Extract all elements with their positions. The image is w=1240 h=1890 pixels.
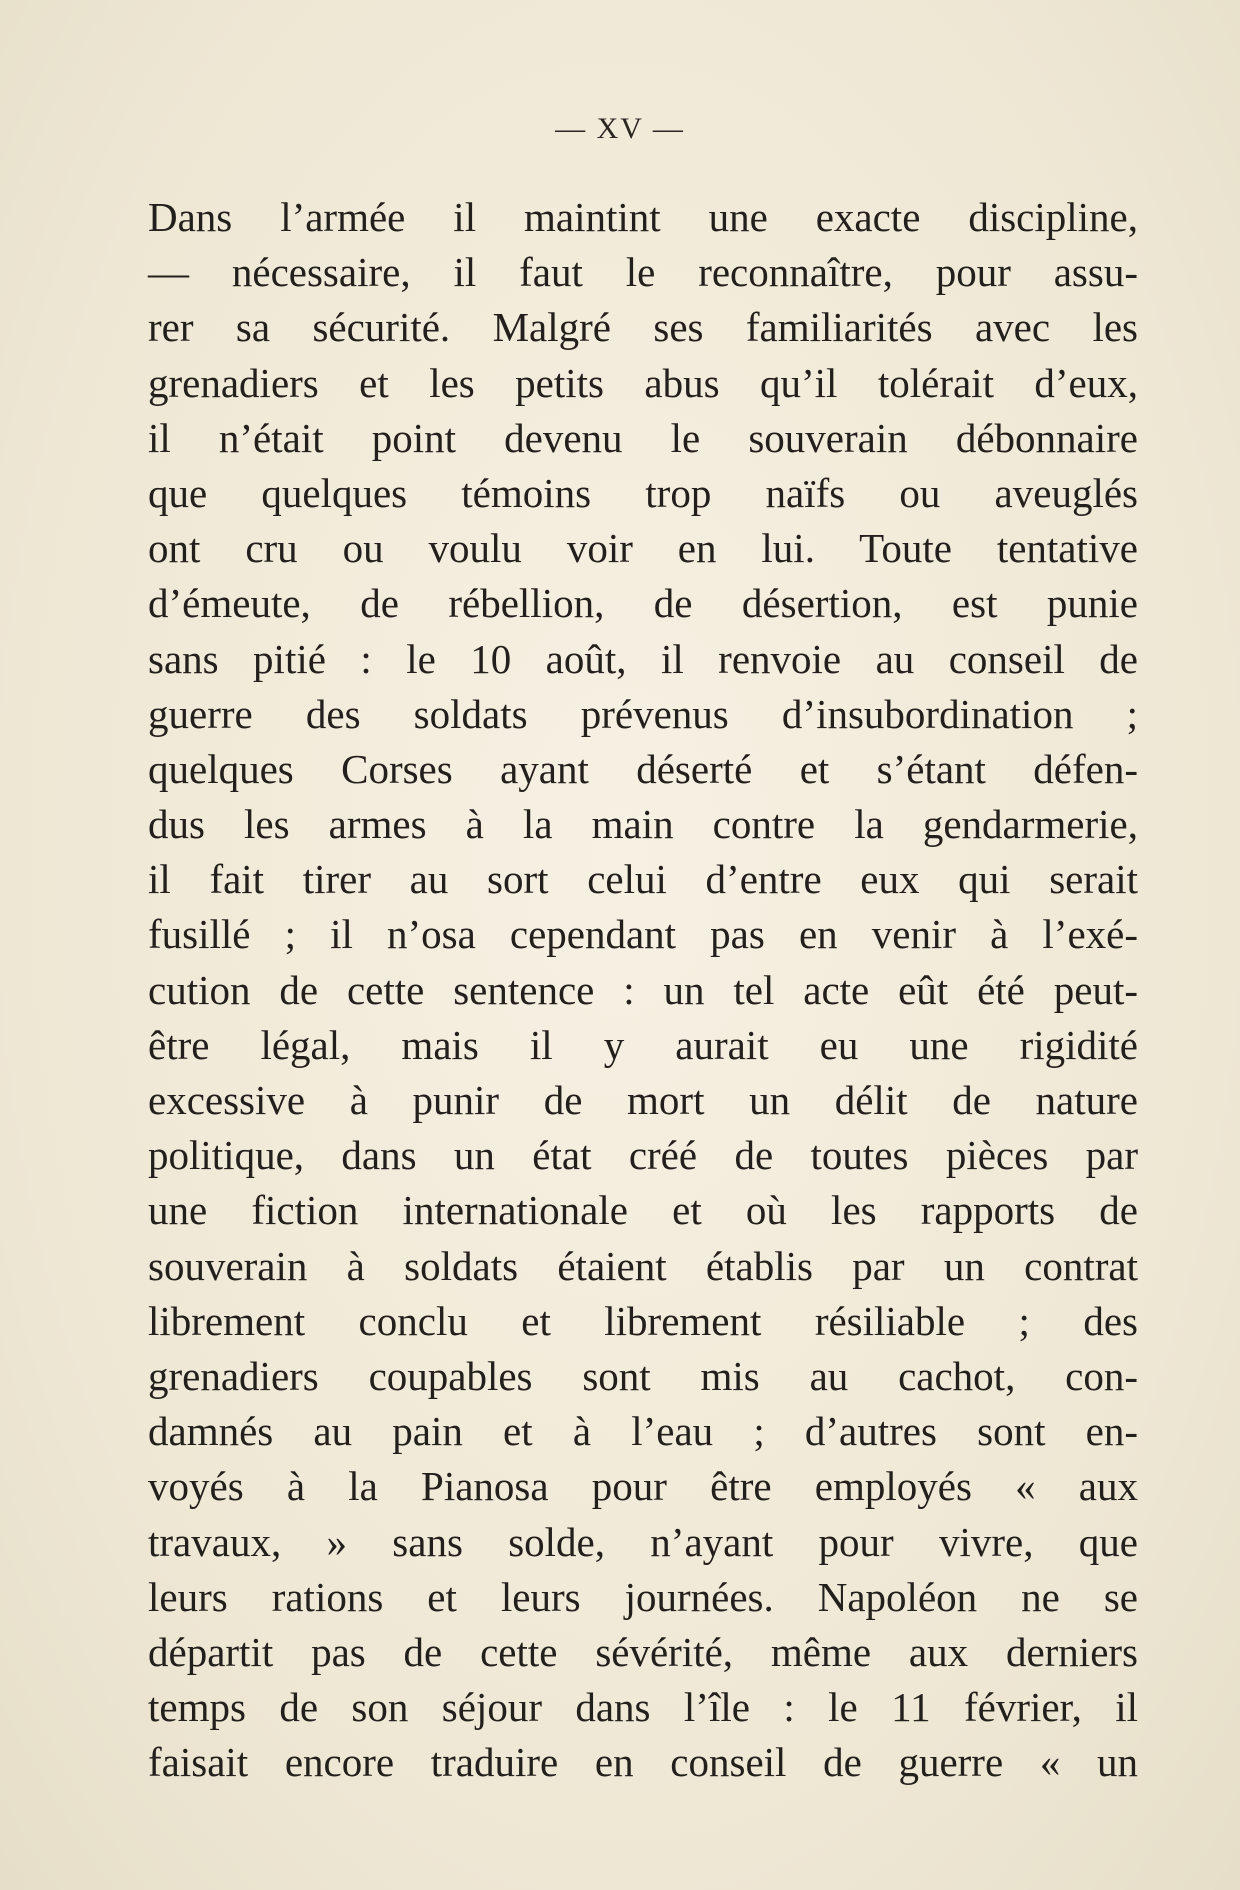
text-line: une fiction internationale et où les rapports de <box>148 1187 1138 1234</box>
text-line: il fait tirer au sort celui d’entre eux qui serait <box>148 856 1138 903</box>
text-line: il n’était point devenu le souverain débonnaire <box>148 414 1138 461</box>
text-line: faisait encore traduire en conseil de guerre « un <box>148 1739 1138 1786</box>
text-line: que quelques témoins trop naïfs ou aveuglés <box>148 469 1138 516</box>
text-line: voyés à la Pianosa pour être employés « aux <box>148 1463 1138 1510</box>
text-line: départit pas de cette sévérité, même aux derniers <box>148 1628 1138 1675</box>
text-line: sans pitié : le 10 août, il renvoie au conseil de <box>148 635 1138 682</box>
text-line: dus les armes à la main contre la gendarmerie, <box>148 801 1138 848</box>
text-line: Dans l’armée il maintint une exacte discipline, <box>148 194 1138 240</box>
text-line: souverain à soldats étaient établis par un contrat <box>148 1242 1138 1289</box>
text-line: guerre des soldats prévenus d’insubordination ; <box>148 690 1138 737</box>
text-line: quelques Corses ayant déserté et s’étant défen- <box>148 745 1138 792</box>
text-line: grenadiers et les petits abus qu’il tolérait d’eux, <box>148 359 1138 406</box>
text-line: grenadiers coupables sont mis au cachot, con- <box>148 1352 1138 1399</box>
text-line: rer sa sécurité. Malgré ses familiarités avec les <box>148 304 1138 351</box>
body-text <box>148 190 1138 1790</box>
text-line: librement conclu et librement résiliable ; des <box>148 1297 1138 1344</box>
text-line: d’émeute, de rébellion, de désertion, est punie <box>148 580 1138 627</box>
text-line: damnés au pain et à l’eau ; d’autres sont en- <box>148 1408 1138 1455</box>
text-line: politique, dans un état créé de toutes pièces par <box>148 1132 1138 1179</box>
text-line: temps de son séjour dans l’île : le 11 février, il <box>148 1684 1138 1731</box>
text-line: fusillé ; il n’osa cependant pas en venir à l’exé- <box>148 911 1138 958</box>
text-line: être légal, mais il y aurait eu une rigidité <box>148 1021 1138 1068</box>
text-line: excessive à punir de mort un délit de nature <box>148 1077 1138 1123</box>
page-number: — XV — <box>555 112 685 145</box>
text-line: ont cru ou voulu voir en lui. Toute tentative <box>148 525 1138 572</box>
text-line: leurs rations et leurs journées. Napoléon ne se <box>148 1573 1138 1620</box>
text-line: cution de cette sentence : un tel acte eût été peut- <box>148 966 1138 1013</box>
text-line: travaux, » sans solde, n’ayant pour vivre, que <box>148 1518 1138 1565</box>
text-line: — nécessaire, il faut le reconnaître, pour assu- <box>148 249 1138 296</box>
